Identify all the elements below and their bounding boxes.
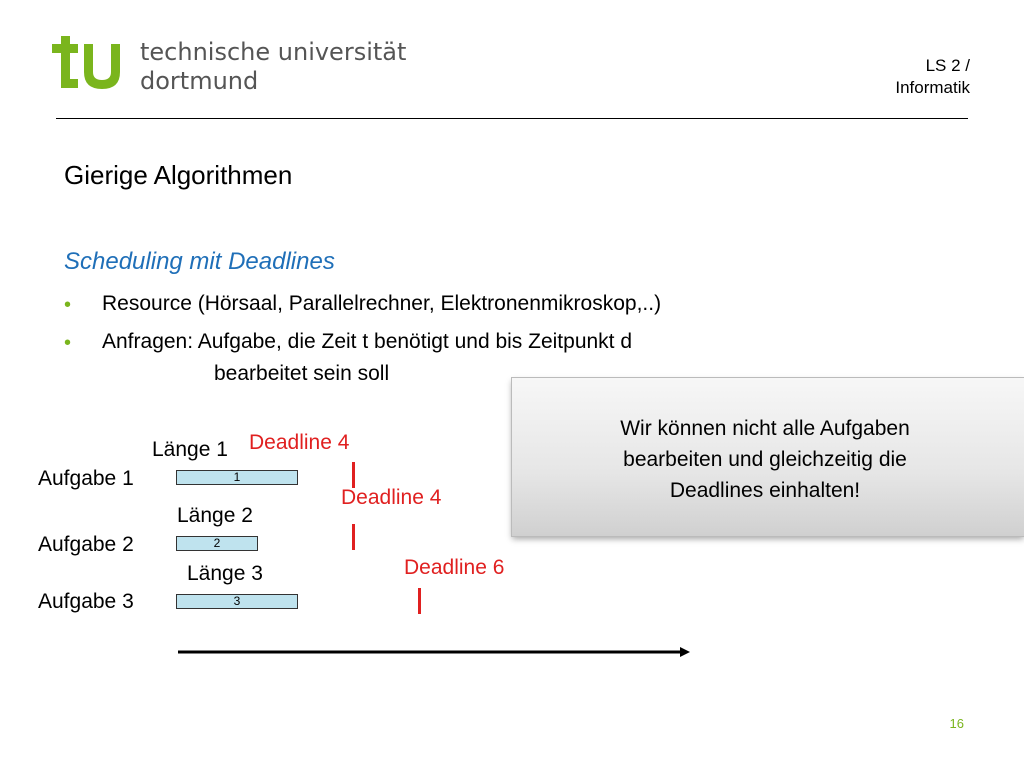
callout-line1: Wir können nicht alle Aufgaben	[620, 417, 910, 440]
task-2-deadline-label: Deadline 4	[341, 486, 442, 509]
task-2-deadline-marker	[352, 524, 355, 550]
callout-text	[540, 413, 990, 506]
time-axis-arrow	[176, 644, 696, 660]
task-1-deadline-label: Deadline 4	[249, 431, 350, 454]
slide-title: Gierige Algorithmen	[64, 160, 293, 190]
callout-line3: Deadlines einhalten!	[669, 479, 861, 502]
department-line1: LS 2 /	[925, 56, 970, 75]
header-divider	[56, 118, 968, 119]
bullet-2-marker: •	[64, 332, 72, 354]
task-1-bar: 1	[176, 470, 298, 485]
task-1-deadline-marker	[352, 462, 355, 488]
bullet-1-marker: •	[64, 294, 72, 316]
task-3-bar: 3	[176, 594, 298, 609]
university-name	[140, 38, 406, 96]
university-name-line2: dortmund	[140, 67, 259, 95]
task-3-deadline-label: Deadline 6	[404, 556, 505, 579]
task-3-label: Aufgabe 3	[38, 590, 134, 613]
department-line2: Informatik	[895, 78, 970, 97]
bullet-1-text: Resource (Hörsaal, Parallelrechner, Elektronenmikroskop,..)	[102, 292, 662, 315]
task-2-label: Aufgabe 2	[38, 533, 134, 556]
university-name-line1: technische universität	[140, 38, 407, 66]
bullet-2-continuation: bearbeitet sein soll	[214, 362, 390, 385]
slide-subtitle: Scheduling mit Deadlines	[64, 248, 335, 275]
task-2-bar: 2	[176, 536, 258, 551]
task-3-length-label: Länge 3	[187, 562, 263, 585]
callout-line2: bearbeiten und gleichzeitig die	[623, 448, 907, 471]
task-3-deadline-marker	[418, 588, 421, 614]
tu-logo-icon	[52, 36, 124, 94]
task-2-length-label: Länge 2	[177, 504, 253, 527]
task-1-length-label: Länge 1	[152, 438, 228, 461]
task-1-label: Aufgabe 1	[38, 467, 134, 490]
page-number: 16	[949, 716, 964, 731]
bullet-2-text: Anfragen: Aufgabe, die Zeit t benötigt und bis Zeitpunkt d	[102, 330, 633, 353]
department-label	[895, 55, 970, 99]
